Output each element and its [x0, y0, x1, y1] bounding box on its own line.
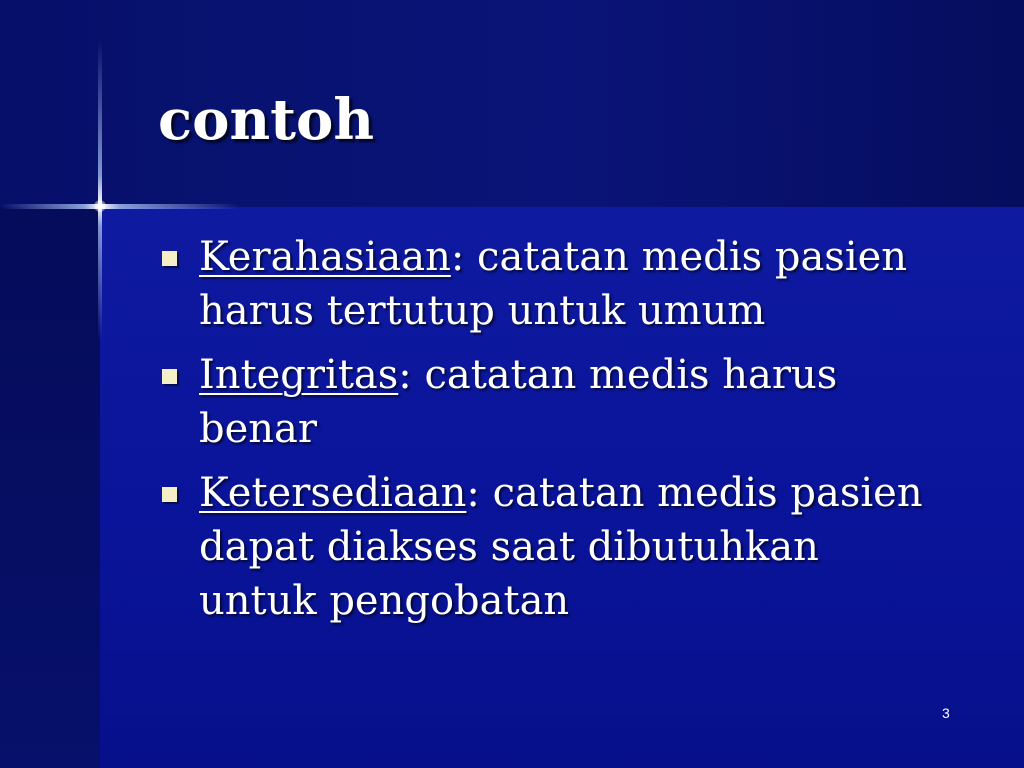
background-top-band — [0, 0, 1024, 207]
bullet-item-kerahasiaan — [160, 230, 940, 338]
bullet-text: : catatan medis pasien harus tertutup untuk umum — [199, 234, 908, 334]
bullet-term: Ketersediaan — [199, 470, 467, 516]
starburst-horizontal-glow — [0, 204, 240, 209]
square-bullet-icon — [162, 251, 177, 266]
bullet-text: : catatan medis harus benar — [199, 352, 838, 452]
slide-title: contoh — [158, 87, 375, 153]
bullet-term: Kerahasiaan — [199, 234, 451, 280]
starburst-core — [94, 200, 106, 212]
bullet-item-ketersediaan — [160, 466, 940, 628]
bullet-item-integritas — [160, 348, 940, 456]
bullet-text: : catatan medis pasien dapat diakses saat dibutuhkan untuk pengobatan — [199, 470, 923, 624]
square-bullet-icon — [162, 487, 177, 502]
square-bullet-icon — [162, 369, 177, 384]
bullet-list — [160, 230, 940, 638]
page-number: 3 — [942, 705, 950, 721]
bullet-term: Integritas — [199, 352, 399, 398]
starburst-vertical-glow — [98, 40, 102, 340]
